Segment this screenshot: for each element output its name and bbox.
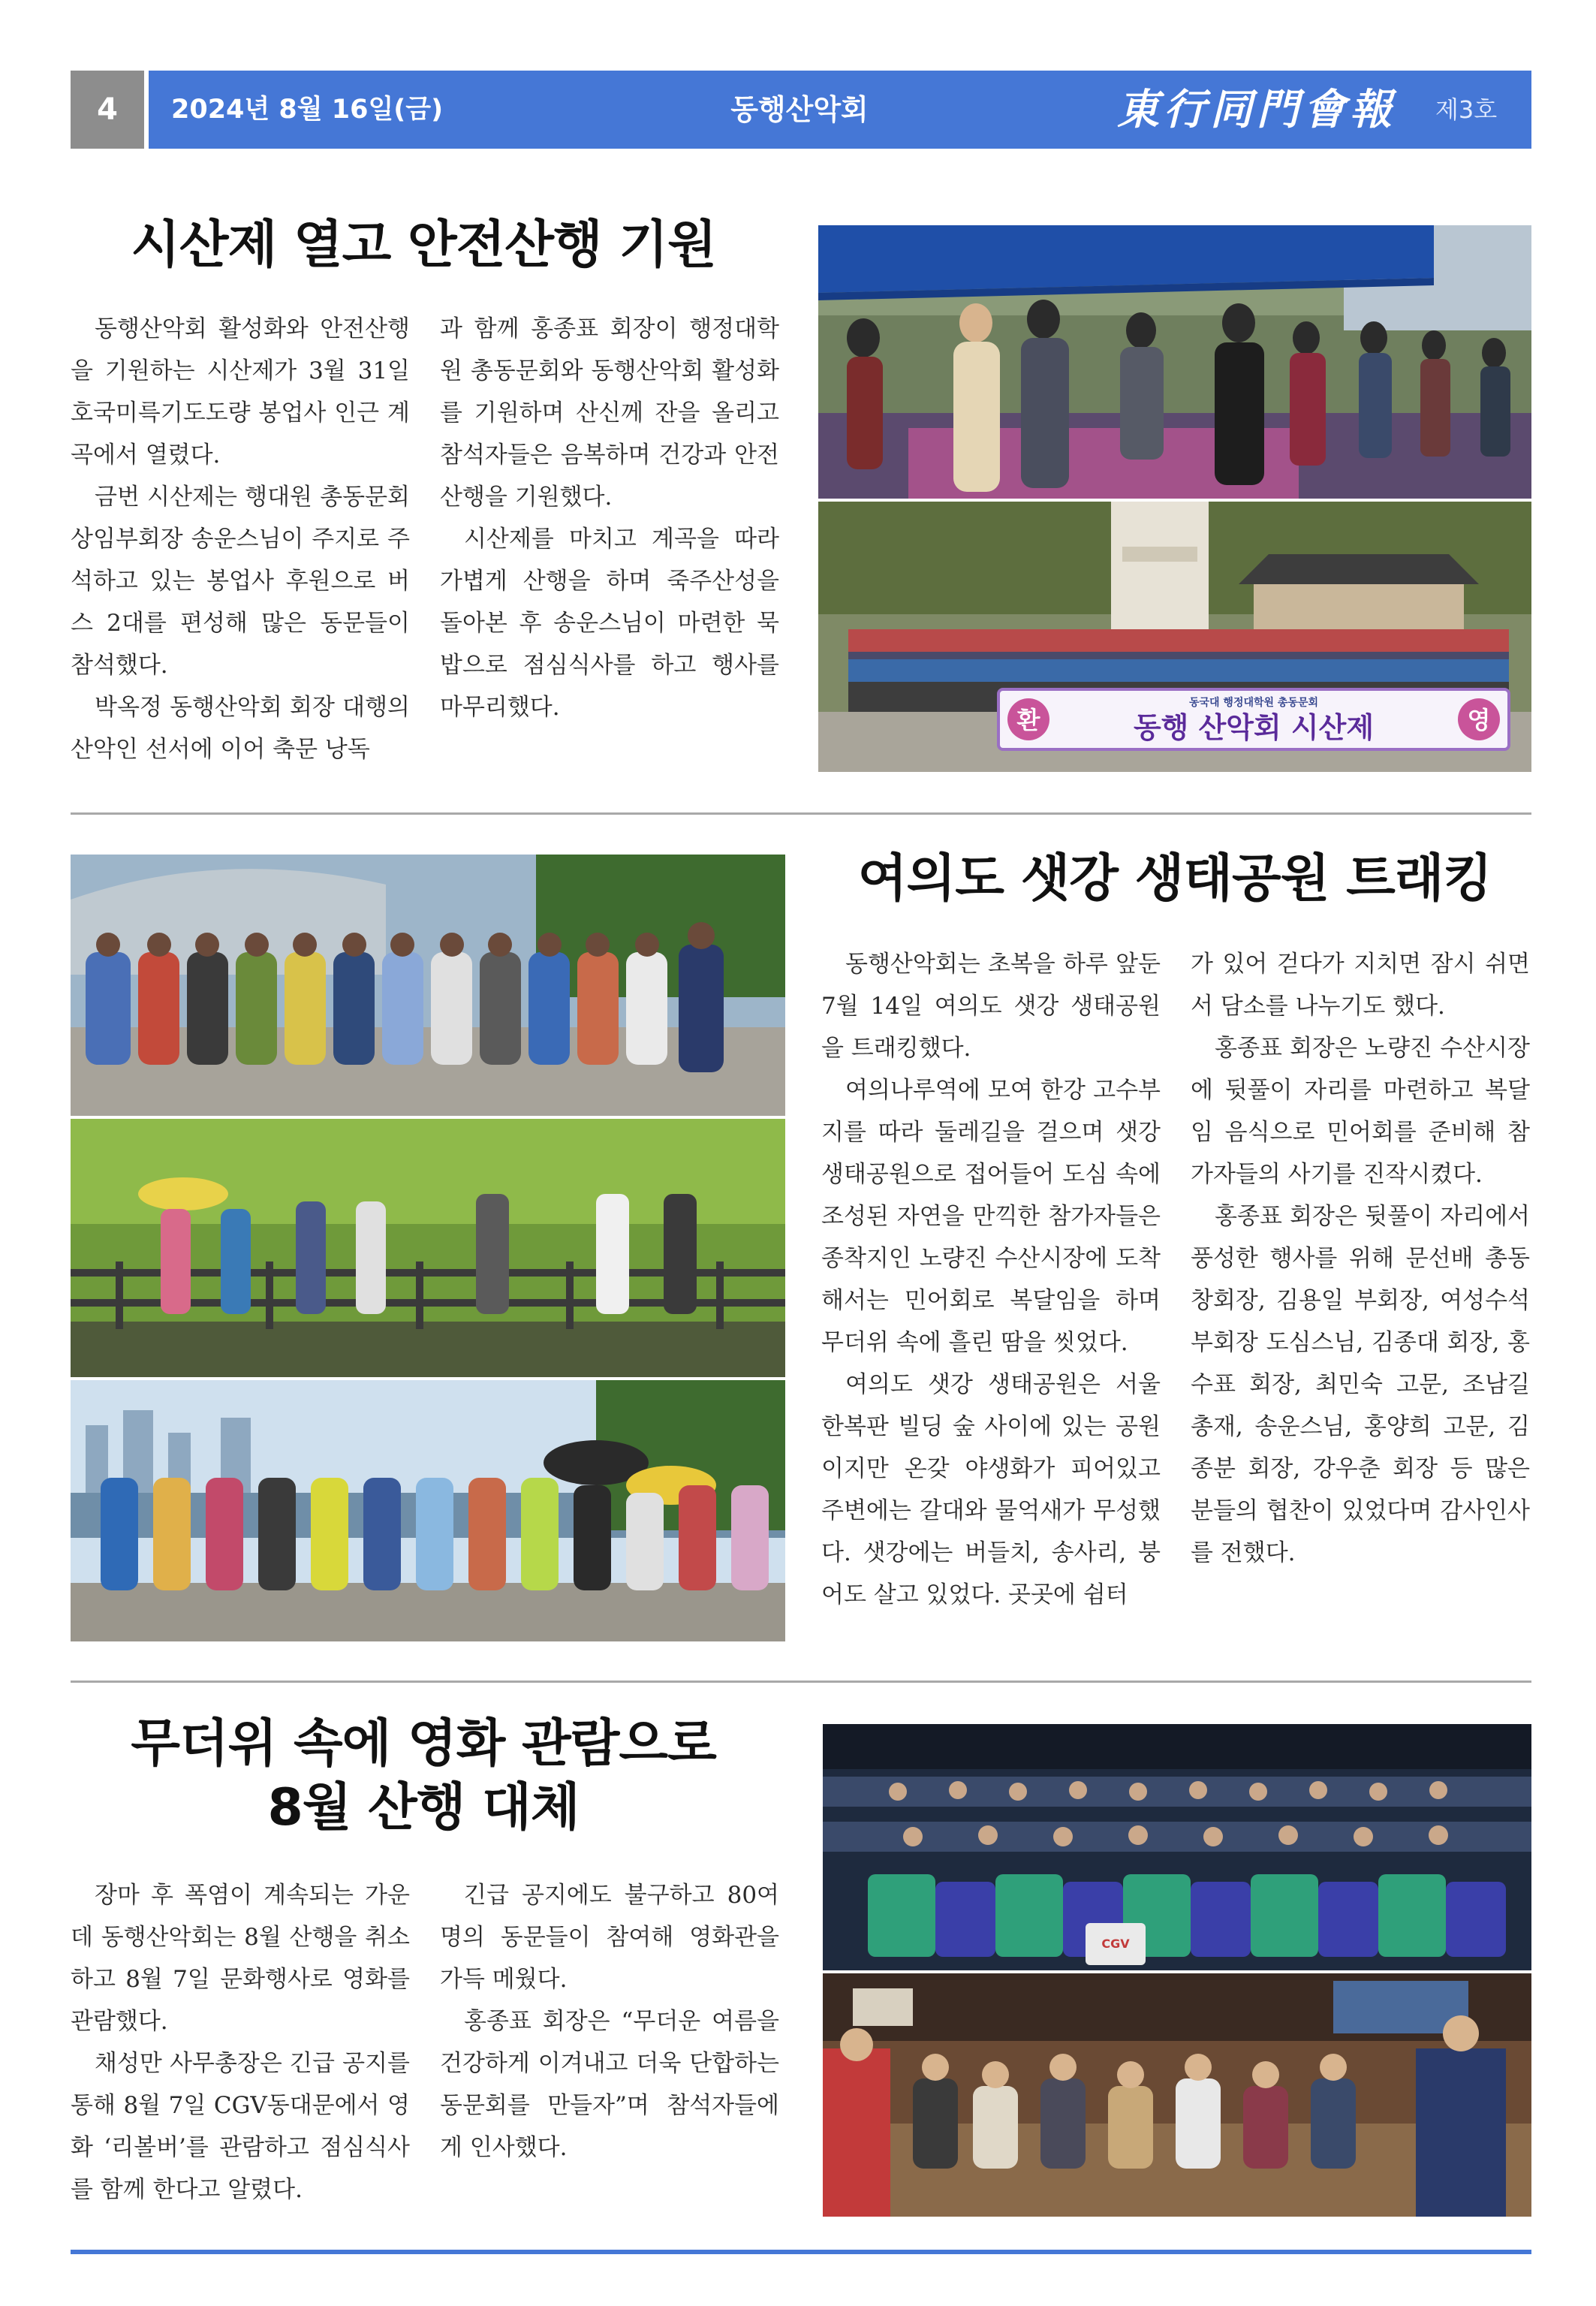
banner-small-text: 동국대 행정대학원 총동문회 (1188, 697, 1319, 709)
article3-column-1 (71, 1874, 410, 2211)
paragraph: 가 있어 걷다가 지치면 잠시 쉬면서 담소를 나누기도 했다. (1191, 951, 1530, 1020)
header-divider (144, 71, 149, 149)
photo-cinema-audience (823, 1724, 1531, 1970)
paragraph: 시산제를 마치고 계곡을 따라 가볍게 산행을 하며 죽주산성을 돌아본 후 송운스님이 마련한 묵밥으로 점심식사를 하고 행사를 마무리했다. (440, 526, 779, 721)
banner-right-char: 영 (1467, 706, 1491, 734)
headline-line-2: 8월 산행 대체 (267, 1778, 580, 1837)
paper-logo: 東行同門會報 (1117, 85, 1396, 134)
paragraph: 박옥정 동행산악회 회장 대행의 산악인 선서에 이어 축문 낭독 (71, 694, 410, 763)
photo-hiking-boardwalk (71, 1119, 785, 1377)
headline-line-1: 무더위 속에 영화 관람으로 (131, 1714, 716, 1774)
paragraph: 홍종표 회장은 “무더운 여름을 건강하게 이겨내고 더욱 단합하는 동문회를 만들자”며 참석자들에게 인사했다. (440, 2008, 779, 2161)
paragraph: 동행산악회는 초복을 하루 앞둔 7월 14일 여의도 샛강 생태공원을 트래킹했다. (821, 951, 1161, 1062)
paragraph: 과 함께 홍종표 회장이 행정대학원 총동문회와 동행산악회 활성화를 기원하며 산신께 잔을 올리고 참석자들은 음복하며 건강과 안전산행을 기원했다. (440, 315, 779, 511)
paragraph: 긴급 공지에도 불구하고 80여 명의 동문들이 참여해 영화관을 가득 메웠다. (440, 1882, 779, 1993)
photo-group-park (71, 855, 785, 1116)
paragraph: 여의도 샛강 생태공원은 서울 한복판 빌딩 숲 사이에 있는 공원이지만 온갖 야생화가 피어있고 주변에는 갈대와 물억새가 무성했다. 샛강에는 버들치, 송사리, 붕어도 살고 있었다. 곳곳에 쉼터 (821, 1371, 1161, 1608)
paragraph: 동행산악회 활성화와 안전산행을 기원하는 시산제가 3월 31일 호국미륵기도도량 봉업사 인근 계곡에서 열렸다. (71, 315, 410, 469)
article1-headline: 시산제 열고 안전산행 기원 (131, 216, 716, 275)
paragraph: 장마 후 폭염이 계속되는 가운데 동행산악회는 8월 산행을 취소하고 8월 7일 문화행사로 영화를 관람했다. (71, 1882, 410, 2035)
issue-number: 제3호 (1435, 95, 1498, 124)
photo-group-banner (818, 502, 1531, 772)
article3-column-2 (440, 1874, 779, 2169)
article2-column-2 (1191, 943, 1530, 1574)
page-number: 4 (71, 71, 144, 149)
photo-restaurant-lunch (823, 1973, 1531, 2217)
issue-date: 2024년 8월 16일(금) (171, 95, 444, 125)
section-divider (71, 812, 1531, 815)
paragraph: 홍종표 회장은 뒷풀이 자리에서 풍성한 행사를 위해 문선배 총동창회장, 김용일 부회장, 여성수석부회장 도심스님, 김종대 회장, 홍수표 회장, 최민숙 고문, 조남길 총재, 송운스님, 홍양희 고문, 김종분 회장, 강우춘 회장 등 많은 분들의 협찬이 있었다며 감사인사를 전했다. (1191, 1203, 1530, 1566)
article1-column-1 (71, 308, 410, 770)
banner-left-char: 환 (1016, 706, 1040, 734)
paragraph: 여의나루역에 모여 한강 고수부지를 따라 둘레길을 걸으며 샛강 생태공원으로 접어들어 도심 속에 조성된 자연을 만끽한 참가자들은 종착지인 노량진 수산시장에 도착해서는 민어회로 복달임을 하며 무더위 속에 흘린 땀을 씻었다. (821, 1077, 1161, 1356)
photo-memorial-rite (818, 225, 1531, 499)
paragraph: 채성만 사무총장은 긴급 공지를 통해 8월 7일 CGV동대문에서 영화 ‘리볼버’를 관람하고 점심식사를 함께 한다고 알렸다. (71, 2050, 410, 2203)
section-title: 동행산악회 (730, 93, 869, 126)
seat-cgv-logo: CGV (1101, 1937, 1130, 1951)
section-divider (71, 1681, 1531, 1683)
photo-group-riverside (71, 1380, 785, 1641)
paragraph: 금번 시산제는 행대원 총동문회 상임부회장 송운스님이 주지로 주석하고 있는 봉업사 후원으로 버스 2대를 편성해 많은 동문들이 참석했다. (71, 484, 410, 679)
article1-column-2 (440, 308, 779, 728)
article2-column-1 (821, 943, 1161, 1616)
footer-rule (71, 2250, 1531, 2254)
article2-headline: 여의도 샛강 생태공원 트래킹 (857, 849, 1492, 909)
article3-headline (71, 1712, 776, 1840)
paragraph: 홍종표 회장은 노량진 수산시장에 뒷풀이 자리를 마련하고 복달임 음식으로 민어회를 준비해 참가자들의 사기를 진작시켰다. (1191, 1035, 1530, 1188)
banner-main-text: 동행 산악회 시산제 (1133, 711, 1375, 744)
